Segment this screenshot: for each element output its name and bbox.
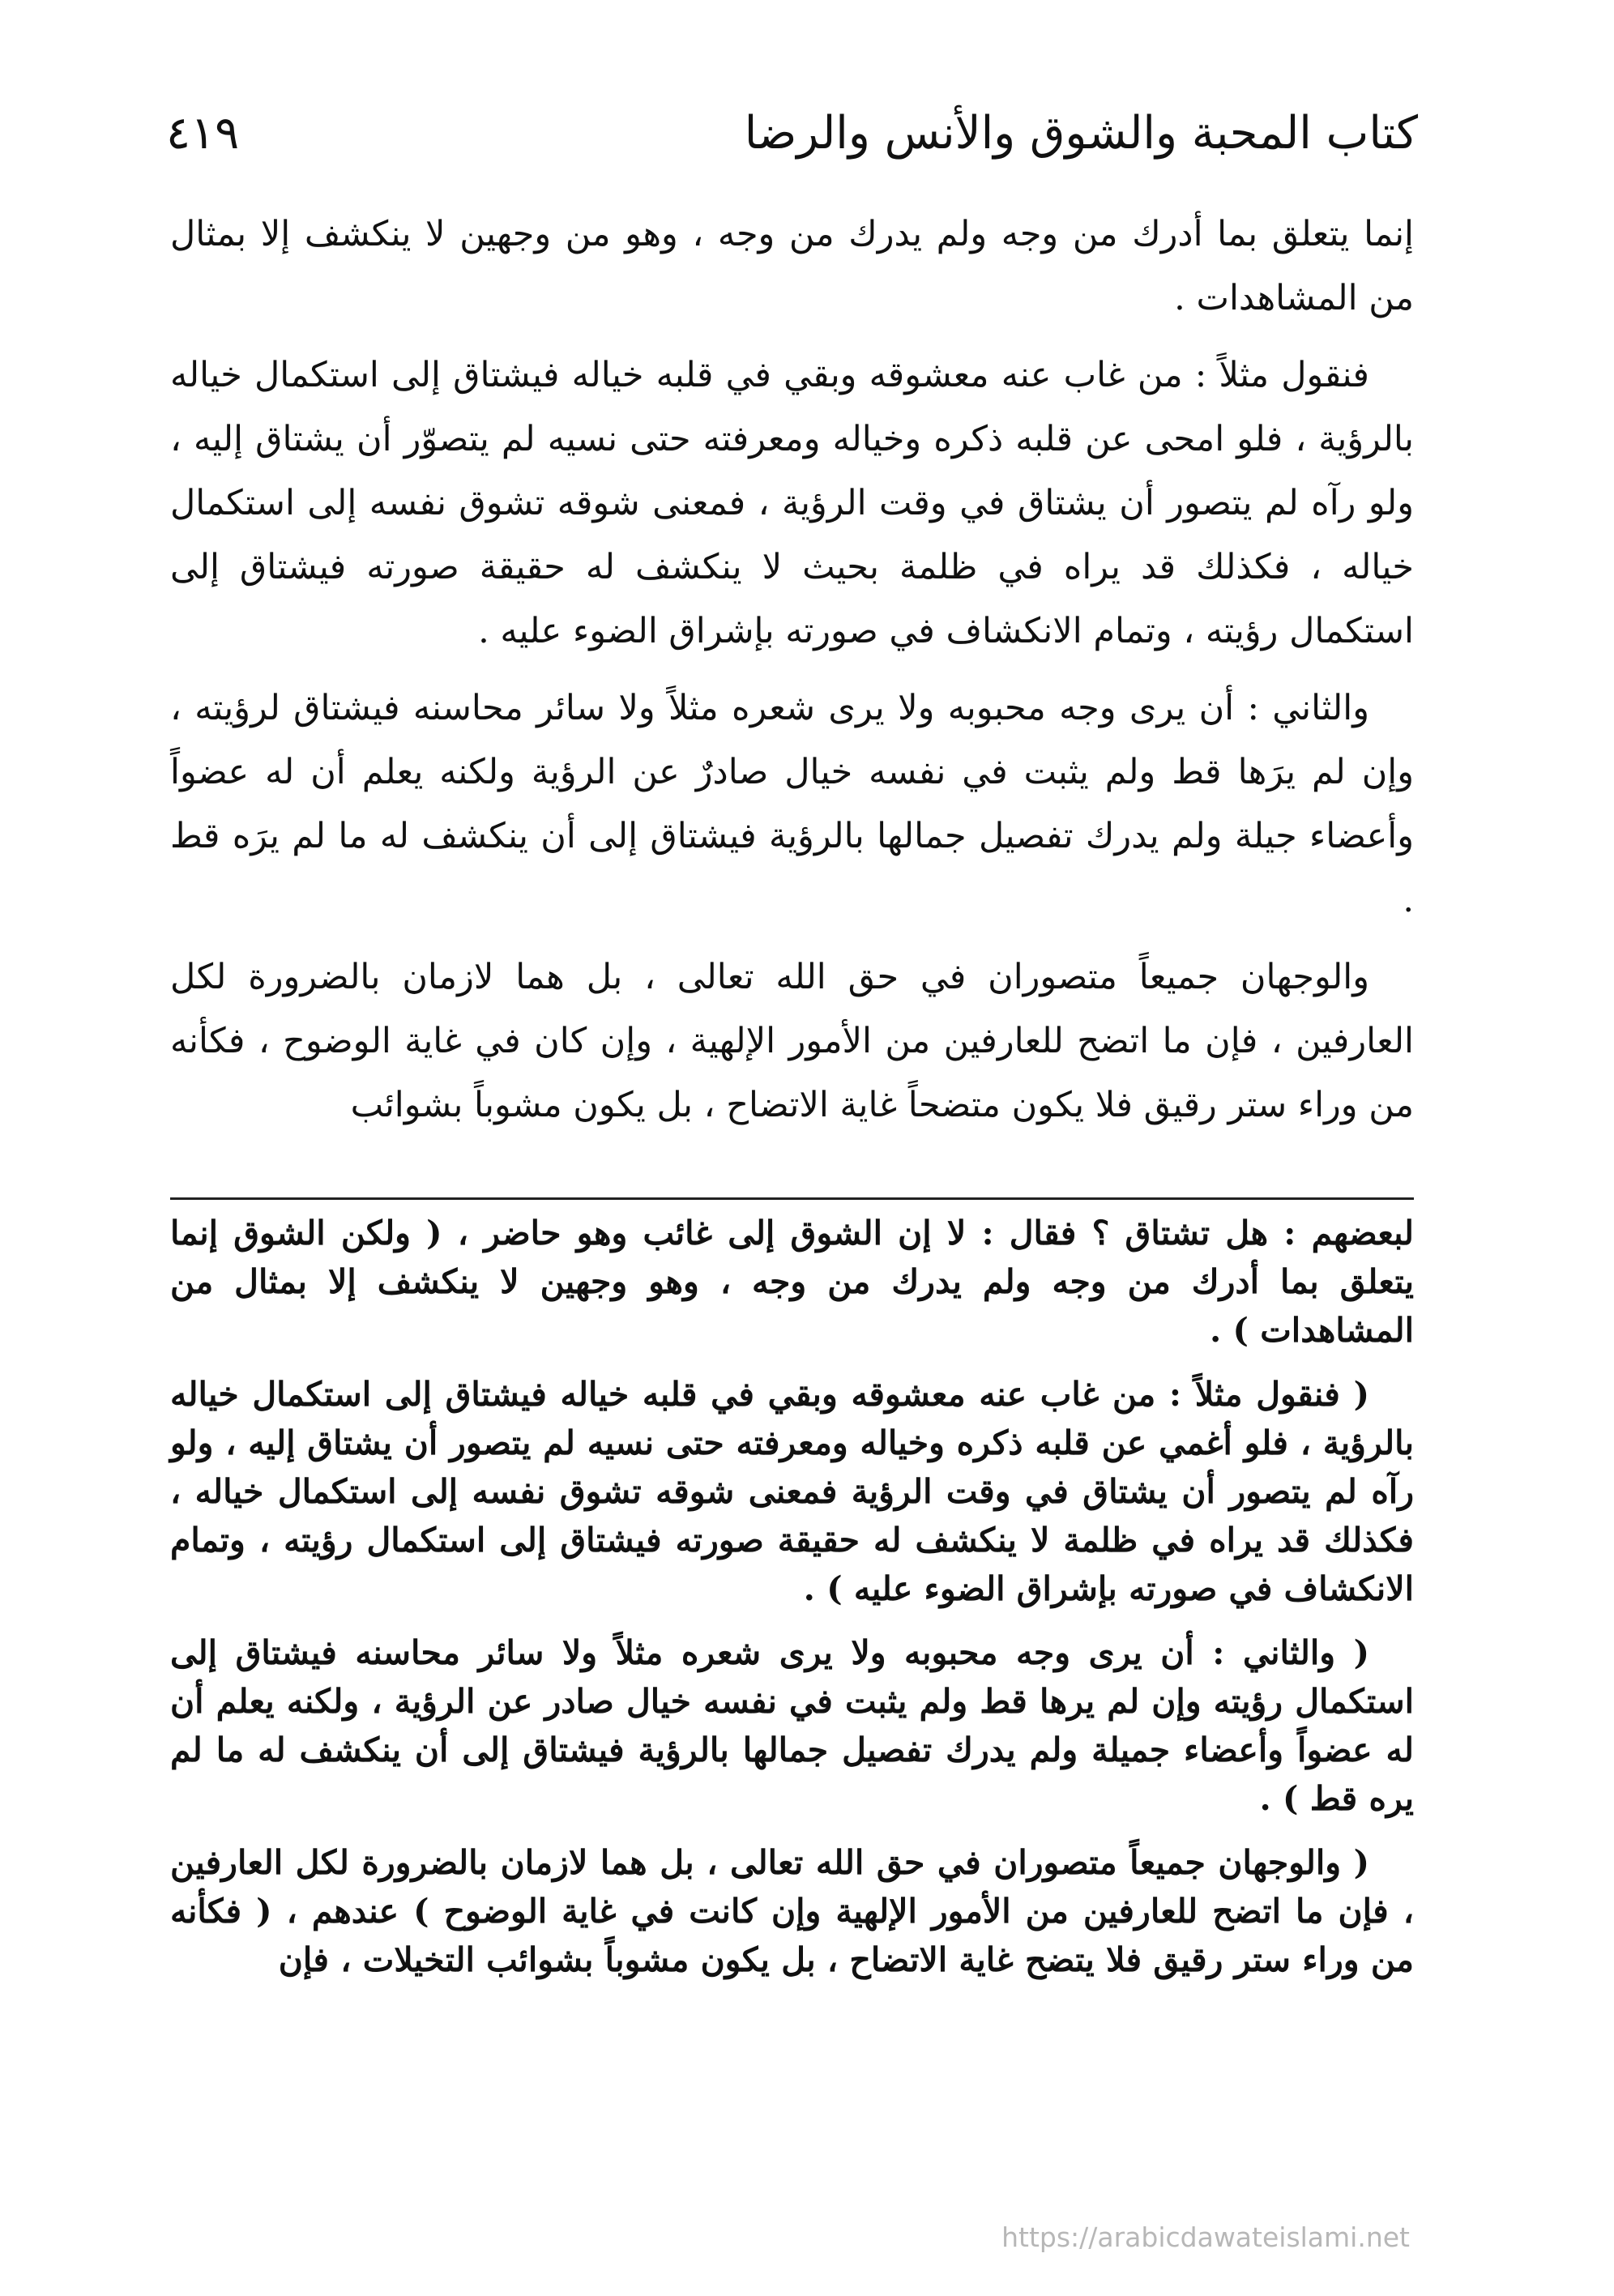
main-paragraph: فنقول مثلاً : من غاب عنه معشوقه وبقي في قلبه خياله فيشتاق إلى استكمال خياله بالرؤية ، فلو امحى عن قلبه ذكره وخياله ومعرفته حتى نسيه لم يتصوّر أن يشتاق إليه ، ولو رآه لم يتصور أن يشتاق في وقت الرؤية ، فمعنى شوقه تشوق نفسه إلى استكمال خياله ، فكذلك قد يراه في ظلمة بحيث لا ينكشف له حقيقة صورته فيشتاق إلى استكمال رؤيته ، وتمام الانكشاف في صورته بإشراق الضوء عليه . [170,355,1414,651]
commentary-paragraph: ( والثاني : أن يرى وجه محبوبه ولا يرى شعره مثلاً ولا سائر محاسنه فيشتاق إلى استكمال رؤيته وإن لم يرها قط ولم يثبت في نفسه خيال صادر عن الرؤية ، ولكنه يعلم أن له عضواً وأعضاء جميلة ولم يدرك تفصيل جمالها بالرؤية فيشتاق إلى أن ينكشف له ما لم يره قط ) . [170,1633,1414,1818]
main-paragraph: والثاني : أن يرى وجه محبوبه ولا يرى شعره مثلاً ولا سائر محاسنه فيشتاق لرؤيته ، وإن لم يرَها قط ولم يثبت في نفسه خيال صادرٌ عن الرؤية ولكنه يعلم أن له عضواً وأعضاء جيلة ولم يدرك تفصيل جمالها بالرؤية فيشتاق إلى أن ينكشف له ما لم يرَه قط . [170,688,1414,920]
commentary-paragraph: لبعضهم : هل تشتاق ؟ فقال : لا إن الشوق إلى غائب وهو حاضر ، ( ولكن الشوق إنما يتعلق بما أدرك من وجه ولم يدرك من وجه ، وهو وجهين لا ينكشف إلا بمثال من المشاهدات ) . [170,1214,1414,1350]
commentary [170,1209,1414,1999]
main-paragraph: والوجهان جميعاً متصوران في حق الله تعالى ، بل هما لازمان بالضرورة لكل العارفين ، فإن ما اتضح للعارفين من الأمور الإلهية ، وإن كان في غاية الوضوح ، فكأنه من وراء ستر رقيق فلا يكون متضحاً غاية الاتضاح ، بل يكون مشوباً بشوائب [170,957,1414,1125]
footnote-divider [170,1197,1414,1200]
running-title: كتاب المحبة والشوق والأنس والرضا [744,107,1418,160]
page-number: ٤١٩ [166,107,240,160]
commentary-paragraph: ( والوجهان جميعاً متصوران في حق الله تعالى ، بل هما لازمان بالضرورة لكل العارفين ، فإن ما اتضح للعارفين من الأمور الإلهية وإن كانت في غاية الوضوح ) عندهم ، ( فكأنه من وراء ستر رقيق فلا يتضح غاية الاتضاح ، بل يكون مشوباً بشوائب التخيلات ، فإن [170,1843,1414,1979]
page-header [166,101,1418,174]
commentary-paragraph: ( فنقول مثلاً : من غاب عنه معشوقه وبقي في قلبه خياله فيشتاق إلى استكمال خياله بالرؤية ، فلو أغمي عن قلبه ذكره وخياله ومعرفته حتى نسيه لم يتصور أن يشتاق إليه ، ولو رآه لم يتصور أن يشتاق في وقت الرؤية فمعنى شوقه تشوق نفسه إلى استكمال خياله ، فكذلك قد يراه في ظلمة لا ينكشف له حقيقة صورته فيشتاق إلى استكمال رؤيته ، وتمام الانكشاف في صورته بإشراق الضوء عليه ) . [170,1375,1414,1608]
main-text [170,203,1414,1150]
watermark-url: https://arabicdawateislami.net [1001,2221,1410,2253]
main-paragraph: إنما يتعلق بما أدرك من وجه ولم يدرك من وجه ، وهو من وجهين لا ينكشف إلا بمثال من المشاهدات . [170,214,1414,318]
